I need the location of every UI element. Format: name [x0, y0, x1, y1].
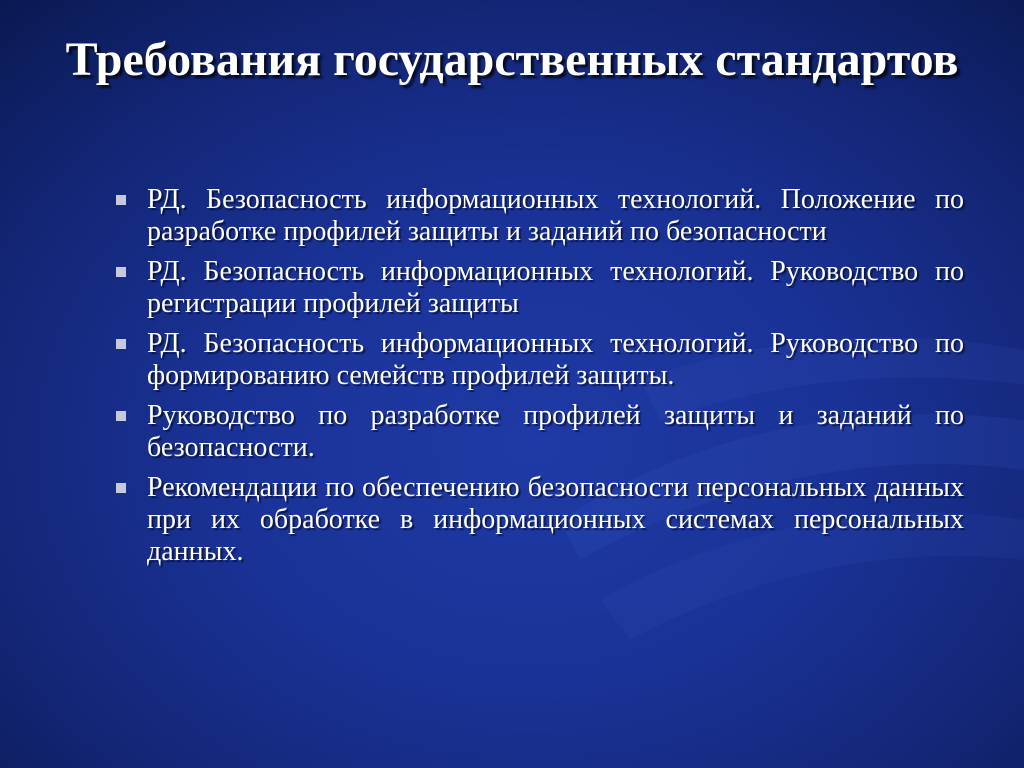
list-item-text: РД. Безопасность информационных технологий. Положение по разработке профилей защиты и заданий по безопасности: [147, 184, 964, 247]
square-bullet-icon: [116, 195, 126, 205]
square-bullet-icon: [116, 339, 126, 349]
list-item: [113, 184, 964, 248]
square-bullet-icon: [116, 267, 126, 277]
bullet-list: [113, 184, 964, 576]
list-item-text: Рекомендации по обеспечению безопасности персональных данных при их обработке в информационных системах персональных данных.: [147, 472, 964, 567]
list-item: [113, 472, 964, 568]
square-bullet-icon: [116, 411, 126, 421]
list-item-text: Руководство по разработке профилей защиты и заданий по безопасности.: [147, 400, 964, 463]
list-item: [113, 328, 964, 392]
list-item: [113, 400, 964, 464]
list-item: [113, 256, 964, 320]
square-bullet-icon: [116, 483, 126, 493]
list-item-text: РД. Безопасность информационных технологий. Руководство по регистрации профилей защиты: [147, 256, 964, 319]
list-item-text: РД. Безопасность информационных технологий. Руководство по формированию семейств профилей защиты.: [147, 328, 964, 391]
slide-title: Требования государственных стандартов: [65, 33, 959, 86]
